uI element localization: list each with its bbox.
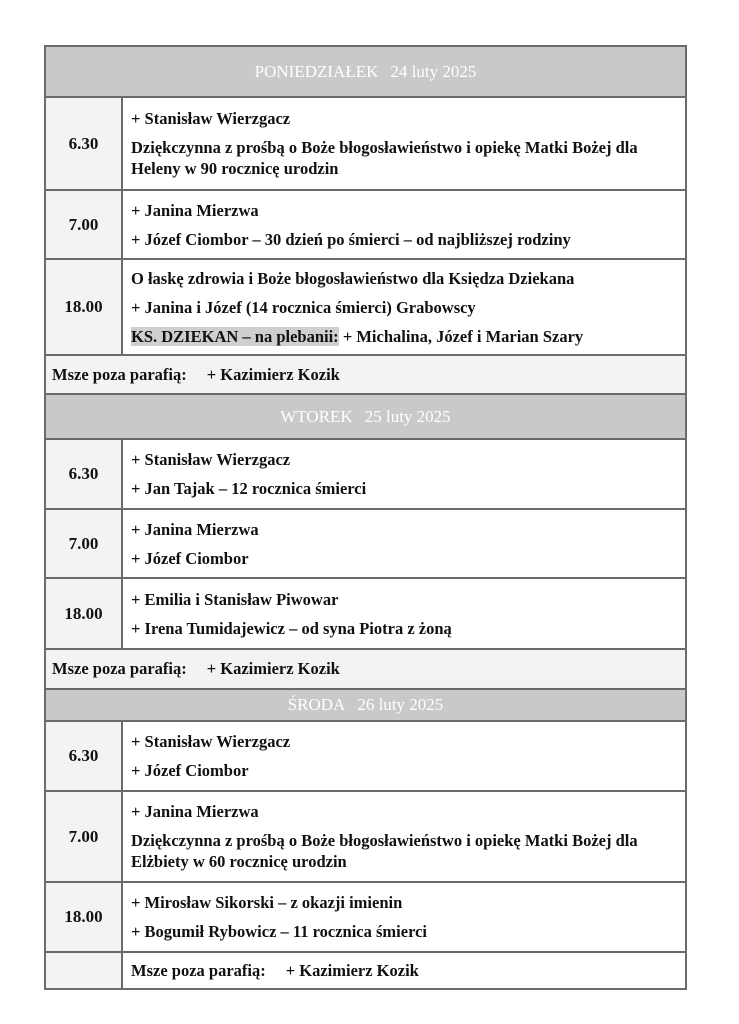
- outside-label: Msze poza parafią:: [52, 364, 187, 384]
- mass-time: 7.00: [46, 510, 123, 577]
- mass-time: 18.00: [46, 883, 123, 951]
- intention: + Janina Mierzwa: [131, 519, 259, 539]
- intention: + Stanisław Wierzgacz: [131, 732, 291, 751]
- intention: + Mirosław Sikorski – z okazji imienin: [131, 893, 403, 912]
- mass-time: 18.00: [46, 260, 123, 354]
- outside-text: + Kazimierz Kozik: [285, 960, 419, 980]
- day-header-wednesday: [46, 688, 685, 720]
- day-name: WTOREK: [280, 406, 353, 426]
- mass-row: [46, 96, 685, 189]
- intention: + Józef Ciombor – 30 dzień po śmierci – od najbliższej rodziny: [131, 229, 571, 249]
- day-date: 25 luty 2025: [364, 406, 451, 426]
- intention: + Jan Tajak – 12 rocznica śmierci: [131, 479, 367, 498]
- intention: Dziękczynna z prośbą o Boże błogosławieństwo i opiekę Matki Bożej dla Heleny w 90 rocznicę urodzin: [131, 138, 638, 178]
- intention: + Janina Mierzwa: [131, 802, 259, 821]
- intention-highlighted: [131, 326, 677, 347]
- intention: + Janina i Józef (14 rocznica śmierci) Grabowscy: [131, 297, 476, 317]
- outside-parish-row: [46, 951, 685, 988]
- day-name: ŚRODA: [287, 695, 346, 714]
- mass-time: 6.30: [46, 98, 123, 189]
- mass-time: 6.30: [46, 440, 123, 508]
- outside-text: + Kazimierz Kozik: [206, 659, 340, 678]
- outside-parish-row: [46, 648, 685, 688]
- intention: + Irena Tumidajewicz – od syna Piotra z żoną: [131, 618, 452, 638]
- outside-text: + Kazimierz Kozik: [206, 364, 340, 384]
- mass-schedule-table: [44, 45, 687, 990]
- intention: + Józef Ciombor: [131, 761, 249, 780]
- intention: O łaskę zdrowia i Boże błogosławieństwo dla Księdza Dziekana: [131, 268, 575, 288]
- highlight-text: + Michalina, Józef i Marian Szary: [338, 326, 584, 346]
- mass-row: [46, 438, 685, 508]
- mass-time: 7.00: [46, 792, 123, 881]
- day-name: PONIEDZIAŁEK: [254, 61, 379, 81]
- intention: Dziękczynna z prośbą o Boże błogosławieństwo i opiekę Matki Bożej dla Elżbiety w 60 rocznicę urodzin: [131, 831, 638, 871]
- mass-time: 6.30: [46, 722, 123, 790]
- mass-row: [46, 508, 685, 577]
- intention: + Emilia i Stanisław Piwowar: [131, 589, 339, 609]
- mass-time: 7.00: [46, 191, 123, 258]
- outside-label: Msze poza parafią:: [131, 960, 266, 980]
- intention: + Janina Mierzwa: [131, 200, 259, 220]
- day-header-tuesday: [46, 393, 685, 438]
- day-date: 26 luty 2025: [357, 695, 444, 714]
- intention: + Bogumił Rybowicz – 11 rocznica śmierci: [131, 922, 428, 941]
- mass-time: 18.00: [46, 579, 123, 648]
- day-date: 24 luty 2025: [390, 61, 477, 81]
- mass-row: [46, 790, 685, 881]
- highlight-label: KS. DZIEKAN – na plebanii:: [131, 326, 339, 346]
- outside-label: Msze poza parafią:: [52, 659, 187, 678]
- mass-row: [46, 258, 685, 354]
- mass-row: [46, 881, 685, 951]
- day-header-monday: [46, 47, 685, 96]
- outside-parish-row: [46, 354, 685, 393]
- empty-time-cell: [46, 953, 123, 988]
- intention: + Józef Ciombor: [131, 548, 249, 568]
- mass-row: [46, 189, 685, 258]
- mass-row: [46, 720, 685, 790]
- intention: + Stanisław Wierzgacz: [131, 450, 291, 469]
- mass-row: [46, 577, 685, 648]
- intention: + Stanisław Wierzgacz: [131, 109, 291, 128]
